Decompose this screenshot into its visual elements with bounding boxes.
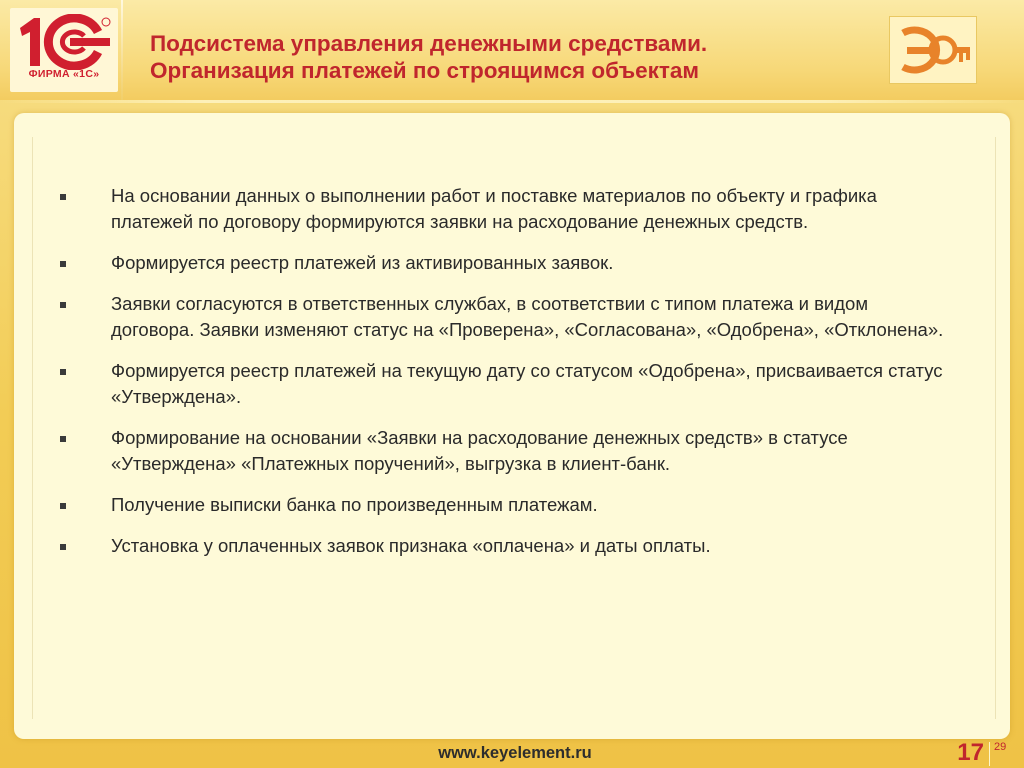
list-item-text: Формируется реестр платежей из активированных заявок.: [111, 252, 614, 273]
content-panel: [14, 113, 1010, 739]
list-item-text: Получение выписки банка по произведенным платежам.: [111, 494, 598, 515]
page-number: 17: [957, 739, 984, 766]
footer-url-link[interactable]: www.keyelement.ru: [438, 744, 592, 762]
bullet-square-icon: [60, 436, 66, 442]
key-element-logo: [889, 16, 977, 84]
list-item: [50, 183, 950, 235]
list-item: [50, 291, 950, 343]
list-item: [50, 425, 950, 477]
list-item: [50, 250, 950, 276]
page-title-line: Организация платежей по строящимся объектам: [150, 58, 700, 83]
bullet-square-icon: [60, 302, 66, 308]
page-total: 29: [994, 741, 1007, 753]
key-element-logo-icon: [893, 19, 973, 81]
bullet-square-icon: [60, 369, 66, 375]
list-item-text: Формирование на основании «Заявки на расходование денежных средств» в статусе «Утверждена» «Платежных поручений», выгрузка в клиент-банк.: [111, 427, 848, 474]
list-item: [50, 492, 950, 518]
list-item-text: Заявки согласуются в ответственных службах, в соответствии с типом платежа и видом договора. Заявки изменяют статус на «Проверена», «Согласована», «Одобрена», «Отклонена».: [111, 293, 944, 340]
logo-1c-mark-icon: [14, 14, 114, 70]
logo-1c-subtitle: ФИРМА «1С»: [28, 68, 100, 80]
page-number-divider: [989, 742, 990, 766]
list-item: [50, 358, 950, 410]
logo-divider: [121, 0, 123, 100]
list-item-text: Формируется реестр платежей на текущую дату со статусом «Одобрена», присваивается статус «Утверждена».: [111, 360, 943, 407]
bullet-list: [50, 183, 950, 574]
logo-1c: [10, 8, 118, 92]
list-item-text: Установка у оплаченных заявок признака «оплачена» и даты оплаты.: [111, 535, 711, 556]
bullet-square-icon: [60, 194, 66, 200]
header-divider: [0, 100, 1024, 103]
page-title-line: Подсистема управления денежными средствами.: [150, 31, 708, 56]
bullet-square-icon: [60, 544, 66, 550]
list-item-text: На основании данных о выполнении работ и поставке материалов по объекту и графика платежей по договору формируются заявки на расходование денежных средств.: [111, 185, 877, 232]
bullet-square-icon: [60, 503, 66, 509]
list-item: [50, 533, 950, 559]
bullet-square-icon: [60, 261, 66, 267]
page-title: [150, 30, 870, 84]
